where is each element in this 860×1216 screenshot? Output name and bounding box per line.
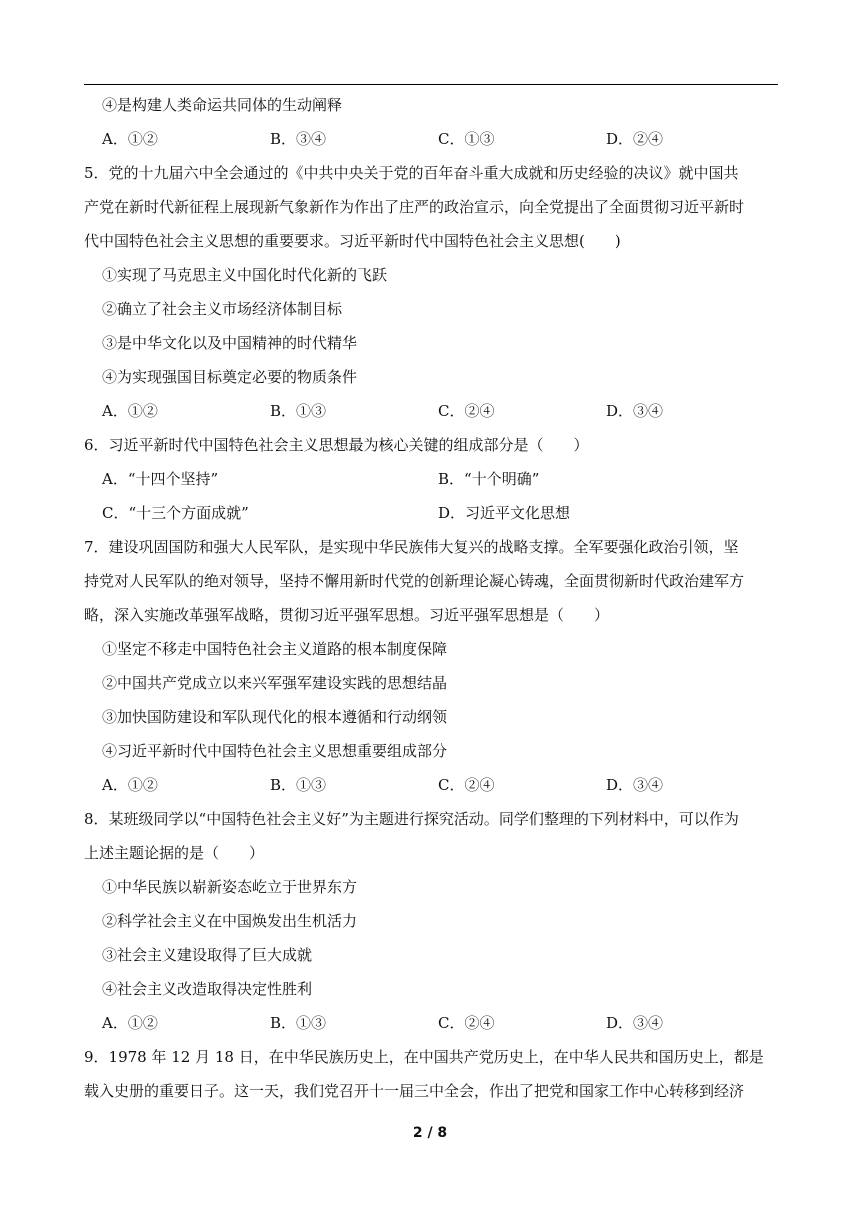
q5-option-c[interactable]: C．②④ — [438, 402, 495, 420]
q4-option-c[interactable]: C．①③ — [438, 130, 495, 148]
q4-option-b[interactable]: B．③④ — [270, 130, 327, 148]
q7-item-3: ③加快国防建设和军队现代化的根本遵循和行动纲领 — [102, 708, 448, 726]
q5-option-a[interactable]: A．①② — [102, 402, 158, 420]
q9-stem-line-1: 9．1978 年 12 月 18 日，在中华民族历史上，在中国共产党历史上，在中华人民共和国历史上，都是 — [84, 1048, 764, 1066]
q7-item-1: ①坚定不移走中国特色社会主义道路的根本制度保障 — [102, 640, 448, 658]
q7-option-d[interactable]: D．③④ — [606, 776, 664, 794]
q4-options — [84, 122, 778, 156]
q7-option-c[interactable]: C．②④ — [438, 776, 495, 794]
q5-options — [84, 394, 778, 428]
q4-option-d[interactable]: D．②④ — [606, 130, 664, 148]
q8-stem-line-1: 8．某班级同学以“中国特色社会主义好”为主题进行探究活动。同学们整理的下列材料中，可以作为 — [84, 810, 739, 828]
q6-options-row-2 — [84, 496, 778, 530]
q8-stem-line-2: 上述主题论据的是（ ） — [84, 844, 265, 862]
q5-item-4: ④为实现强国目标奠定必要的物质条件 — [102, 368, 358, 386]
q4-option-a[interactable]: A．①② — [102, 130, 158, 148]
header-rule — [84, 84, 778, 85]
q5-stem-line-1: 5．党的十九届六中全会通过的《中共中央关于党的百年奋斗重大成就和历史经验的决议》就中国共 — [84, 164, 739, 182]
q9-stem-line-2: 载入史册的重要日子。这一天，我们党召开十一届三中全会，作出了把党和国家工作中心转移到经济 — [84, 1082, 745, 1100]
q6-option-d[interactable]: D．习近平文化思想 — [438, 504, 571, 522]
q6-option-c[interactable]: C．“十三个方面成就” — [102, 504, 249, 522]
q5-option-d[interactable]: D．③④ — [606, 402, 664, 420]
q8-option-d[interactable]: D．③④ — [606, 1014, 664, 1032]
q8-item-1: ①中华民族以崭新姿态屹立于世界东方 — [102, 878, 358, 896]
q5-item-3: ③是中华文化以及中国精神的时代精华 — [102, 334, 358, 352]
q8-options — [84, 1006, 778, 1040]
q5-option-b[interactable]: B．①③ — [270, 402, 327, 420]
q7-item-4: ④习近平新时代中国特色社会主义思想重要组成部分 — [102, 742, 448, 760]
q7-stem-line-1: 7．建设巩固国防和强大人民军队，是实现中华民族伟大复兴的战略支撑。全军要强化政治引领，坚 — [84, 538, 739, 556]
q8-option-c[interactable]: C．②④ — [438, 1014, 495, 1032]
q5-item-1: ①实现了马克思主义中国化时代化新的飞跃 — [102, 266, 388, 284]
q7-stem-line-3: 略，深入实施改革强军战略，贯彻习近平强军思想。习近平强军思想是（ ） — [84, 606, 610, 624]
q5-stem-line-2: 产党在新时代新征程上展现新气象新作为作出了庄严的政治宣示，向全党提出了全面贯彻习近平新时 — [84, 198, 745, 216]
q7-option-b[interactable]: B．①③ — [270, 776, 327, 794]
q6-option-a[interactable]: A．“十四个坚持” — [102, 470, 219, 488]
page-number: 2 / 8 — [412, 1125, 448, 1141]
q5-stem-line-3: 代中国特色社会主义思想的重要要求。习近平新时代中国特色社会主义思想( ) — [84, 232, 621, 250]
q6-options-row-1 — [84, 462, 778, 496]
q7-option-a[interactable]: A．①② — [102, 776, 158, 794]
q4-item-4: ④是构建人类命运共同体的生动阐释 — [102, 96, 343, 114]
q7-stem-line-2: 持党对人民军队的绝对领导，坚持不懈用新时代党的创新理论凝心铸魂，全面贯彻新时代政治建军方 — [84, 572, 745, 590]
q6-option-b[interactable]: B．“十个明确” — [438, 470, 540, 488]
q5-item-2: ②确立了社会主义市场经济体制目标 — [102, 300, 343, 318]
q8-item-2: ②科学社会主义在中国焕发出生机活力 — [102, 912, 358, 930]
q7-options — [84, 768, 778, 802]
q8-option-b[interactable]: B．①③ — [270, 1014, 327, 1032]
page-content — [84, 88, 778, 1108]
q8-item-3: ③社会主义建设取得了巨大成就 — [102, 946, 313, 964]
q7-item-2: ②中国共产党成立以来兴军强军建设实践的思想结晶 — [102, 674, 448, 692]
q6-stem: 6．习近平新时代中国特色社会主义思想最为核心关键的组成部分是（ ） — [84, 436, 589, 454]
q8-item-4: ④社会主义改造取得决定性胜利 — [102, 980, 313, 998]
q8-option-a[interactable]: A．①② — [102, 1014, 158, 1032]
